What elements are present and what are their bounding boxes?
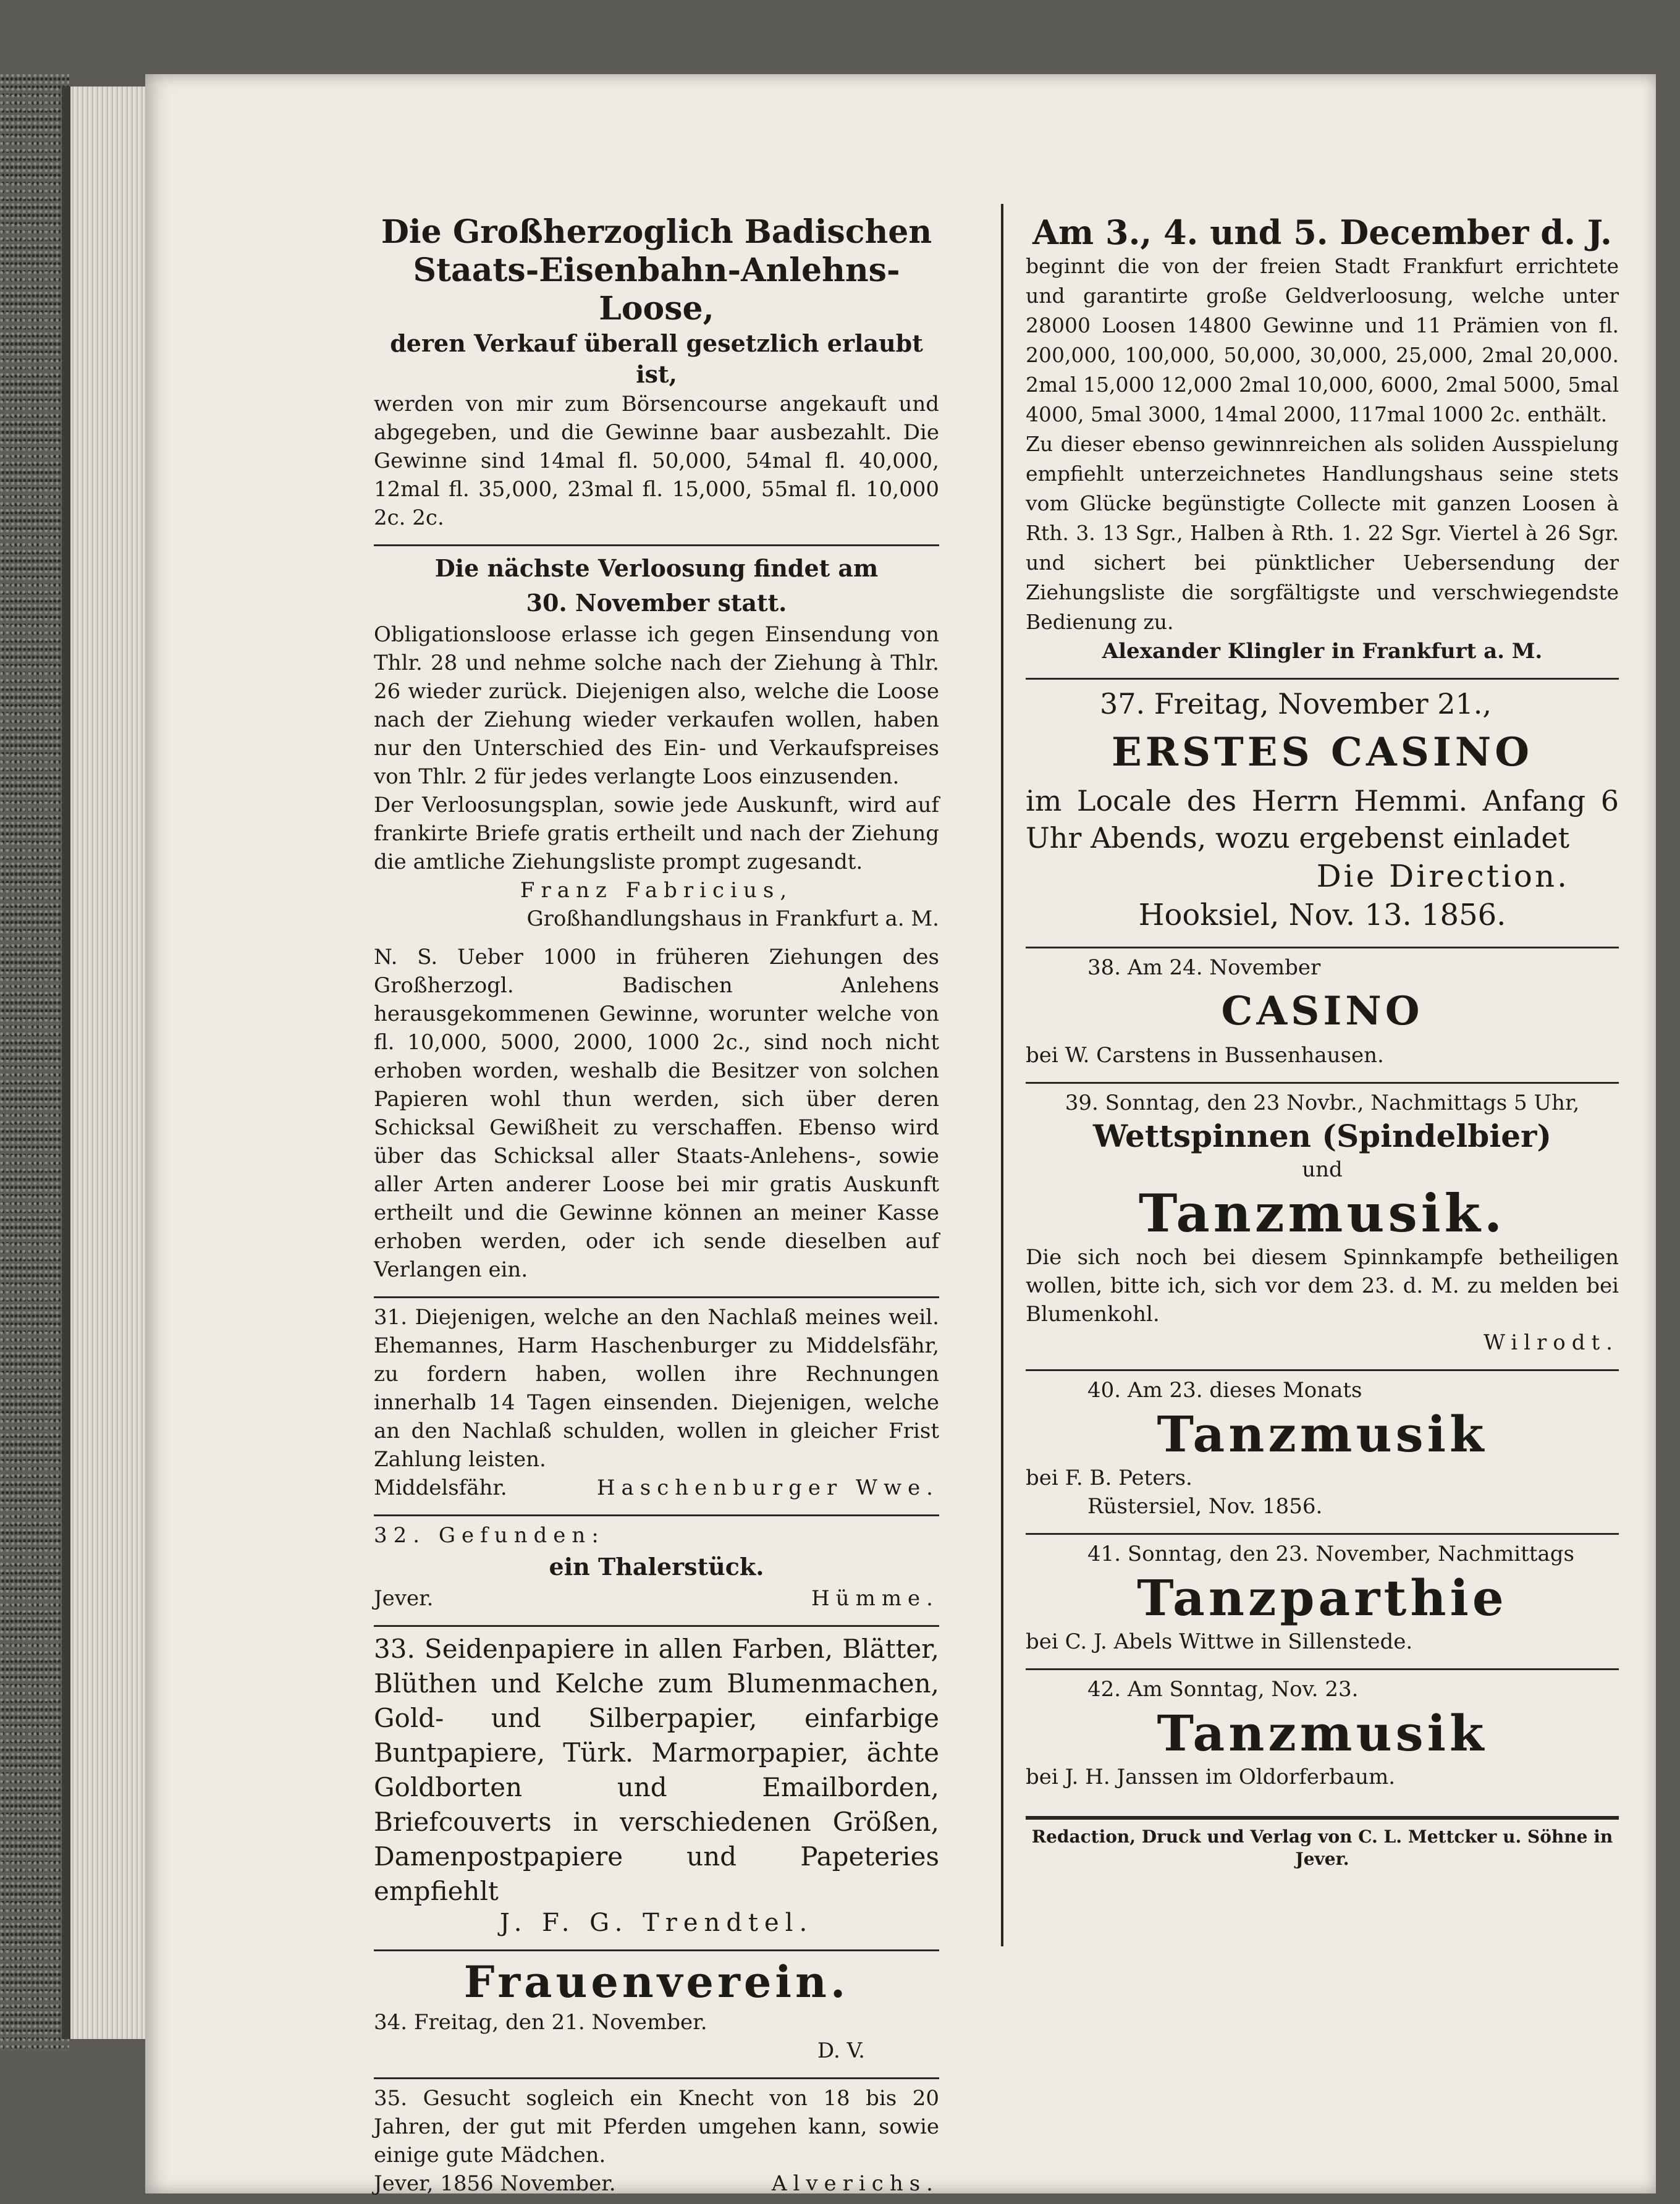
ad-body: 34. Freitag, den 21. November. (374, 2010, 707, 2035)
ad-body: im Locale des Herrn Hemmi. Anfang 6 Uhr Abends, wozu ergebenst einladet (1026, 784, 1619, 855)
ad-signature: bei C. J. Abels Wittwe in Sillenstede. (1026, 1629, 1413, 1654)
divider (1026, 1082, 1619, 1084)
ad-subtitle: 30. November statt. (526, 589, 787, 617)
ad-body: beginnt die von der freien Stadt Frankfurt errichtete und garantirte große Geldverloosung, welche unter 28000 Loosen 14800 Gewinne und 11 Prämien von fl. 200,000, 100,000, 50,000, 30,000, 25,000, 2mal 20,000. 2mal 15,000 12,000 2mal 10,000, 6000, 2mal 5000, 5mal 4000, 5mal 3000, 14mal 2000, 117mal 1000 2c. enthält. (1026, 254, 1619, 426)
book-cover-edge (0, 74, 69, 2051)
divider (374, 1296, 939, 1298)
imprint: Redaction, Druck und Verlag von C. L. Mettcker u. Söhne in Jever. (1031, 1826, 1613, 1869)
divider (1026, 1533, 1619, 1535)
ad-body: Obligationsloose erlasse ich gegen Einsendung von Thlr. 28 und nehme solche nach der Ziehung à Thlr. 26 wieder zurück. Diejenigen also, welche die Loose nach der Ziehung wieder verkaufen wollen, haben nur den Unterschied des Ein- und Verkaufspreises von Thlr. 2 für jedes verlangte Loos einzusenden. (374, 622, 939, 789)
ad-title: Tanzparthie (1137, 1569, 1508, 1627)
ad-date: 38. Am 24. November (1087, 955, 1321, 980)
ad-signature: Haschenburger Wwe. (596, 1476, 939, 1500)
ad-footer-line (374, 1584, 939, 1613)
divider (1026, 947, 1619, 948)
ad-date: 40. Am 23. dieses Monats (1087, 1378, 1362, 1403)
divider (374, 1514, 939, 1516)
left-column (374, 213, 939, 2198)
divider (374, 2077, 939, 2079)
ad-title: Tanzmusik. (1138, 1183, 1506, 1244)
ad-title: CASINO (1221, 988, 1424, 1034)
right-column (1026, 213, 1619, 1870)
ad-title: Staats-Eisenbahn-Anlehns-Loose, (413, 251, 900, 327)
ad-signature: bei J. H. Janssen im Oldorferbaum. (1026, 1765, 1396, 1789)
ad-footer-line (374, 2169, 939, 2198)
ad-connector: und (1302, 1157, 1343, 1182)
ad-body: N. S. Ueber 1000 in früheren Ziehungen des Großherzogl. Badischen Anlehens herausgekommenen Gewinne, worunter welche von fl. 10,000, 5000, 2000, 1000 2c., sind noch nicht erhoben worden, weshalb die Besitzer von solchen Papieren wohl thun werden, sich über deren Schicksal Gewißheit zu verschaffen. Ebenso wird über das Schicksal aller Staats-Anlehens-, sowie aller Arten anderer Loose bei mir gratis Auskunft ertheilt und die Gewinne können an meiner Kasse erhoben werden, oder ich sende dieselben auf Verlangen ein. (374, 945, 939, 1282)
ad-place: Rüstersiel, Nov. 1856. (1087, 1494, 1323, 1519)
ad-title: Wettspinnen (Spindelbier) (1092, 1118, 1552, 1154)
ad-signature: Wilrodt. (1483, 1330, 1619, 1355)
ad-signature: Die Direction. (1316, 858, 1569, 894)
ad-body: 35. Gesucht sogleich ein Knecht von 18 bis 20 Jahren, der gut mit Pferden umgehen kann, sowie einige gute Mädchen. (374, 2086, 939, 2168)
ad-body: 31. Diejenigen, welche an den Nachlaß meines weil. Ehemannes, Harm Haschenburger zu Middelsfähr, zu fordern haben, wollen ihre Rechnungen innerhalb 14 Tagen einsenden. Diejenigen, welche an den Nachlaß schulden, wollen in gleicher Frist Zahlung leisten. (374, 1305, 939, 1472)
ad-body: Die sich noch bei diesem Spinnkampfe betheiligen wollen, bitte ich, sich vor dem 23. d. M. zu melden bei Blumenkohl. (1026, 1245, 1619, 1327)
ad-footer-line (374, 1474, 939, 1502)
ad-date: 37. Freitag, November 21., (1100, 687, 1492, 720)
column-divider (1001, 204, 1003, 1946)
ad-signature: J. F. G. Trendtel. (499, 1909, 814, 1937)
ad-signature: Großhandlungshaus in Frankfurt a. M. (526, 906, 939, 931)
ad-date: 39. Sonntag, den 23 Novbr., Nachmittags 5 Uhr, (1065, 1091, 1580, 1115)
divider (374, 544, 939, 546)
ad-signature: D. V. (817, 2038, 865, 2063)
ad-signature: bei W. Carstens in Bussenhausen. (1026, 1043, 1384, 1068)
ad-body: Zu dieser ebenso gewinnreichen als soliden Ausspielung empfiehlt unterzeichnetes Handlungshaus seine stets vom Glücke begünstigte Collecte mit ganzen Loosen à Rth. 3. 13 Sgr., Halben à Rth. 1. 22 Sgr. Viertel à 26 Sgr. und sichert bei pünktlicher Uebersendung der Ziehungsliste die sorgfältigste und verschwiegendste Bedienung zu. (1026, 432, 1619, 634)
ad-subtitle: Die nächste Verloosung findet am (434, 554, 879, 582)
ad-signature: Alexander Klingler in Frankfurt a. M. (1102, 639, 1543, 664)
footer-rule (1026, 1816, 1619, 1820)
divider (374, 1949, 939, 1951)
ad-title: Frauenverein. (463, 1956, 850, 2008)
ad-place: Jever, 1856 November. (374, 2171, 616, 2196)
divider (1026, 1369, 1619, 1371)
ad-body: werden von mir zum Börsencourse angekauft und abgegeben, und die Gewinne baar ausbezahlt. Die Gewinne sind 14mal fl. 50,000, 54mal fl. 40,000, 12mal fl. 35,000, 23mal fl. 15,000, 55mal fl. 10,000 2c. 2c. (374, 392, 939, 530)
ad-title: Tanzmusik (1157, 1704, 1488, 1762)
newspaper-page (145, 74, 1656, 2196)
ad-signature: Hümme. (811, 1586, 939, 1611)
ad-signature: Franz Fabricius, (520, 878, 793, 903)
ad-date: 42. Am Sonntag, Nov. 23. (1087, 1677, 1359, 1702)
ad-place: Jever. (374, 1586, 434, 1611)
ad-title: ERSTES CASINO (1111, 729, 1534, 775)
ad-signature: Alverichs. (771, 2171, 939, 2196)
ad-heading: 32. Gefunden: (374, 1523, 605, 1548)
page-stack-edge (62, 87, 157, 2039)
ad-title: Am 3., 4. und 5. December d. J. (1032, 213, 1612, 252)
divider (1026, 678, 1619, 680)
ad-subtitle: ein Thalerstück. (549, 1553, 764, 1581)
ad-title: Tanzmusik (1157, 1405, 1488, 1463)
ad-place: Middelsfähr. (374, 1476, 507, 1500)
ad-body: Der Verloosungsplan, sowie jede Auskunft, wird auf frankirte Briefe gratis ertheilt und nach der Ziehung die amtliche Ziehungsliste prompt zugesandt. (374, 793, 939, 874)
divider (374, 1625, 939, 1627)
ad-title: Die Großherzoglich Badischen (381, 213, 932, 251)
ad-body: 33. Seidenpapiere in allen Farben, Blätter, Blüthen und Kelche zum Blumenmachen, Gold- und Silberpapier, einfarbige Buntpapiere, Türk. Marmorpapier, ächte Goldborten und Emailborden, Briefcouverts in verschiedenen Größen, Damenpostpapiere und Papeteries empfiehlt (374, 1634, 939, 1906)
ad-signature: bei F. B. Peters. (1026, 1466, 1192, 1490)
ad-place: Hooksiel, Nov. 13. 1856. (1138, 898, 1506, 932)
ad-date: 41. Sonntag, den 23. November, Nachmittags (1087, 1542, 1574, 1566)
ad-subtitle: deren Verkauf überall gesetzlich erlaubt ist, (390, 329, 923, 388)
divider (1026, 1668, 1619, 1670)
